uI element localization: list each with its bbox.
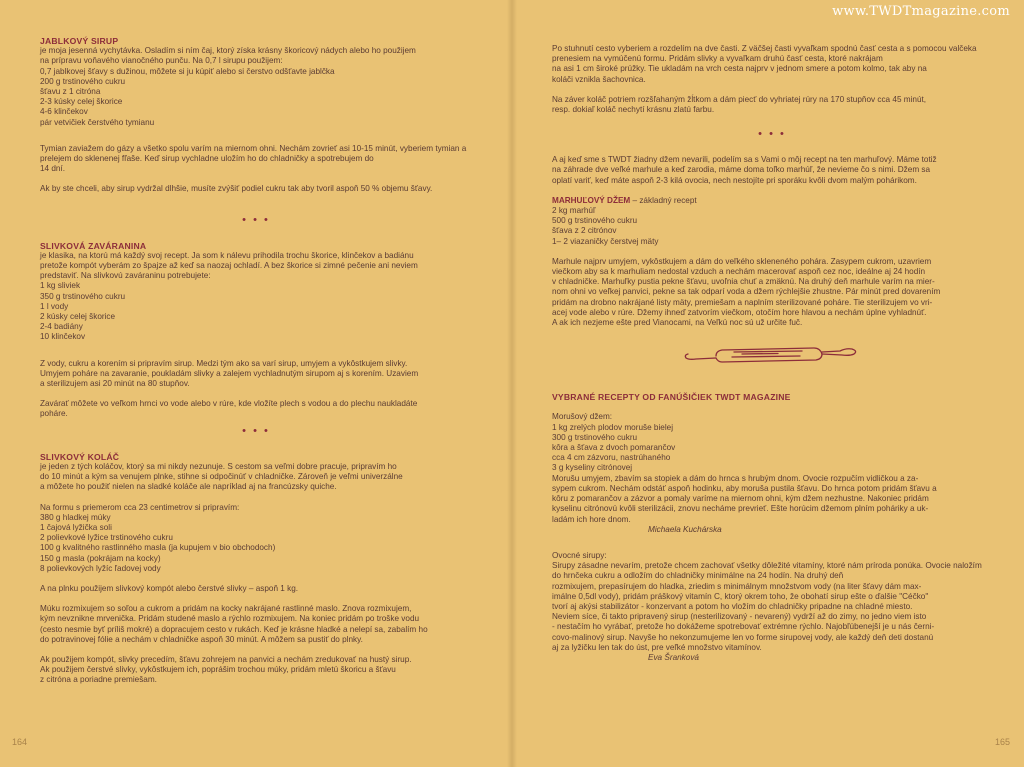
text-line: Múku rozmixujem so soľou a cukrom a pridám na kocky nakrájané rastlinné maslo. Znova rozmixujem,	[40, 604, 412, 614]
kolac-intro	[40, 462, 472, 493]
text-line: 200 g trstinového cukru	[40, 76, 126, 86]
text-line: Neviem síce, či takto pripravený sirup (nesterilizovaný - nevarený) vydrží až do zimy, no jedno viem isto	[552, 612, 927, 622]
dzem-ingredients	[552, 206, 992, 247]
text-line: rozmixujem, prepasírujem do hladka, zriedim s minimálnym množstvom vody (na liter šťavy dám max-	[552, 581, 922, 591]
text-line: je jeden z tých koláčov, ktorý sa mi nikdy nezunuje. S cestom sa veľmi dobre pracuje, pripravím ho	[40, 461, 397, 471]
text-line: - nestačím ho vyrábať, pretože ho dokážeme spotrebovať extrémne rýchlo. Najobľúbenejší je u nás černi-	[552, 622, 935, 632]
zavaranina-intro	[40, 251, 472, 282]
text-line: oplatí variť, keď máte aspoň 2-3 kilá ovocia, nech nestojíte pri sporáku kvôli dvom malým pohárikom.	[552, 175, 917, 185]
fan1-title: Morušový džem:	[552, 412, 613, 422]
heading-jablkovy-sirup: JABLKOVÝ SIRUP	[40, 36, 119, 46]
sirup-note: Ak by ste chceli, aby sirup vydržal dlhšie, musíte zvýšiť podiel cukru tak aby tvoril aspoň 50 % objemu šťavy.	[40, 184, 433, 194]
text-line: na asi 1 cm široké prúžky. Tie ukladám na vrch cesta najprv v jednom smere a potom kolmo, tak aby na	[552, 64, 927, 74]
separator-dots: • • •	[242, 424, 270, 437]
heading-slivkova-zavaranina: SLIVKOVÁ ZAVÁRANINA	[40, 240, 147, 251]
text-line: v chladničke. Marhuľky pustia pekne šťavu, uvoľnia chuť a zmäknú. Na druhý deň marhule varím na mier-	[552, 277, 935, 287]
text-line: je klasika, na ktorú má každý svoj recept. Ja som k nálevu prihodila trochu škorice, klinčekov a badiánu	[40, 250, 414, 260]
text-line: ladám ich hore dnom.	[552, 514, 631, 524]
fan1-author: Michaela Kuchárska	[648, 524, 722, 534]
text-line: Marhule najprv umyjem, vykôstkujem a dám do veľkého skleneného pohára. Zasypem cukrom, uzavriem	[552, 256, 932, 266]
dzem-method	[552, 257, 992, 328]
text-line: 1 čajová lyžička soli	[40, 522, 112, 532]
text-line: a môžete ho použiť nielen na sladké koláče ale napríklad aj na francúzsky quiche.	[40, 482, 337, 492]
page-number-right: 165	[994, 737, 1010, 747]
text-line: kôra a šťava z dvoch pomarančov	[552, 443, 676, 453]
text-line: 1 l vody	[40, 301, 69, 311]
text-line: je moja jesenná vychytávka. Osladím si ním čaj, ktorý získa krásny škoricový nádych alebo ho použijem	[40, 46, 416, 56]
text-line: viečkom aby sa k marhuliam nedostal vzduch a nechám macerovať aspoň cez noc, ideálne aj 24 hodín	[552, 267, 926, 277]
text-line: koláči vznikla šachovnica.	[552, 74, 646, 84]
text-line: 2 polievkové lyžice trstinového cukru	[40, 533, 173, 543]
text-line: 4-6 klinčekov	[40, 107, 88, 117]
text-line: na záhrade dve veľké marhule a keď zarodia, máme doma toľko marhúľ, že nevieme čo s nimi. Džem sa	[552, 165, 931, 175]
kolac-end	[552, 44, 992, 85]
text-line: Po stuhnutí cesto vyberiem a rozdelím na dve časti. Z väčšej časti vyvaľkam spodnú časť cesta a s pomocou valčeka prenesiem na vymúčenú formu. Pridám slivky a vyvaľkam druhú časť cesta, ktoré nakrájam	[552, 44, 977, 64]
rolling-pin-icon	[682, 334, 862, 378]
text-line: Sirupy zásadne nevarím, pretože chcem zachovať všetky dôležité vitamíny, ktoré nám príroda ponúka. Ovocie naložím do hrnčeka cukru a odložím do chladničky minimálne na 24 hodín. Na druhý deň	[552, 561, 982, 581]
text-line: 1 kg zrelých plodov moruše bielej	[552, 422, 674, 432]
text-line: šťavu z 1 citróna	[40, 87, 101, 97]
zavaranina-method	[40, 359, 472, 390]
text-line: pretože kompót vyberám zo špajze až keď sa naozaj ochladí. A bez škorice si zimné pečenie ani neviem	[40, 261, 418, 271]
kolac-form-intro: Na formu s priemerom cca 23 centimetrov si pripravím:	[40, 502, 240, 512]
text-line: 2 kúsky celej škorice	[40, 312, 116, 322]
text-line: A aj keď sme s TWDT žiadny džem nevarili, podelím sa s Vami o môj recept na ten marhuľový. Máme totiž	[552, 155, 937, 165]
text-line: resp. dokiaľ koláč nechytí krásnu zlatú farbu.	[552, 105, 715, 115]
kolac-method	[40, 604, 472, 645]
text-line: cca 4 cm zázvoru, nastrúhaného	[552, 453, 671, 463]
kolac-filling: A na plnku použijem slivkový kompót alebo čerstvé slivky – aspoň 1 kg.	[40, 583, 299, 593]
fan2-recipe	[552, 561, 992, 653]
text-line: 350 g trstinového cukru	[40, 291, 126, 301]
left-column	[40, 36, 472, 686]
kolac-method-2	[40, 655, 472, 686]
text-line: kyselinu citrónovú kvôli sterilizácii, znovu necháme prevrieť. Ešte horúcim džemom plním poháriky a uk-	[552, 504, 929, 514]
text-line: 0,7 jablkovej šťavy s dužinou, môžete si ju kúpiť alebo si čerstvo odšťavte jablčka	[40, 66, 335, 76]
text-line: nom ohni vo veľkej panvici, pekne sa tak odparí voda a džem rýchlejšie zhustne. Pár minút pred dovarením	[552, 287, 941, 297]
dzem-subtitle: – základný recept	[630, 195, 697, 205]
site-url: www.TWDTmagazine.com	[832, 4, 1010, 19]
text-line: 2 kg marhúľ	[552, 206, 596, 216]
text-line: 14 dní.	[40, 164, 66, 174]
text-line: 500 g trstinového cukru	[552, 216, 638, 226]
right-column	[552, 44, 992, 663]
fan2-author: Eva Šranková	[648, 652, 699, 662]
zavaranina-ingredients	[40, 281, 472, 342]
text-line: šťava z 2 citrónov	[552, 226, 617, 236]
text-line: do 10 minút a kým sa venujem plnke, stihne si odpočinúť v chladničke. Zároveň je veľmi univerzálne	[40, 472, 403, 482]
heading-slivkovy-kolac: SLIVKOVÝ KOLÁČ	[40, 451, 120, 462]
text-line: Ak použijem kompót, slivky precedím, šťavu zohrejem na panvici a nechám zredukovať na hustý sirup.	[40, 654, 412, 664]
text-line: pridám na drobno nakrájané listy mäty, premiešam a naplním sterilizované poháre. Tie sterilizujem vo vri-	[552, 297, 933, 307]
text-line: 380 g hladkej múky	[40, 512, 111, 522]
text-line: Z vody, cukru a korením si pripravím sirup. Medzi tým ako sa varí sirup, umyjem a vykôstkujem slivky.	[40, 358, 408, 368]
text-line: sypem cukrom. Nechám odstáť aspoň hodinku, aby moruša pustila šťavu. Do hrnca potom pridám šťavu a	[552, 483, 937, 493]
separator-dots: • • •	[758, 128, 786, 141]
text-line: 8 polievkových lyžíc ľadovej vody	[40, 563, 161, 573]
text-line: covo-malinový sirup. Navyše ho nekonzumujeme len vo forme sirupovej vody, ale každý deň deti dostanú	[552, 632, 934, 642]
text-line: 2-4 badiány	[40, 322, 83, 332]
text-line: tvorí aj akýsi stabilizátor - konzervant a potom ho vložím do chladničky pripadne na chladné miesto.	[552, 601, 913, 611]
text-line: A ak ich nezjeme ešte pred Vianocami, na Veľkú noc sú už určite fuč.	[552, 318, 803, 328]
text-line: acej vode alebo v rúre. Džemy ihneď zatvorím viečkom, otočím hore hlavou a nechám úplne vyhladnúť.	[552, 307, 927, 317]
right-page	[512, 0, 1024, 767]
text-line: (cesto nesmie byť príliš mokré) a dopracujem cesto v rukách. Keď je krásne hladké a nelepí sa, zabalím ho	[40, 624, 428, 634]
heading-fan-recipes: VYBRANÉ RECEPTY OD FANÚŠIČIEK TWDT MAGAZINE	[552, 392, 791, 403]
text-line: a sterilizujem asi 20 minút na 80 stupňov.	[40, 379, 190, 389]
text-line: 1– 2 viazaničky čerstvej mäty	[552, 236, 659, 246]
text-line: 2-3 kúsky celej škorice	[40, 97, 123, 107]
zavaranina-note	[40, 399, 472, 419]
text-line: na prípravu voňavého vianočného punču. Na 0,7 l sirupu použijem:	[40, 56, 283, 66]
text-line: predstaviť. Na slivkovú zaváraninu potrebujete:	[40, 271, 211, 281]
text-line: Umyjem poháre na zavaranie, poukladám slivky a zalejem vychladnutým sirupom aj s korením. Uzaviem	[40, 368, 419, 378]
text-line: 10 klinčekov	[40, 332, 86, 342]
text-line: Zavárať môžete vo veľkom hrnci vo vode alebo v rúre, kde vložíte plech s vodou a do plechu naukladáte	[40, 399, 418, 409]
text-line: 1 kg sliviek	[40, 281, 81, 291]
text-line: do potravinovej fólie a nechám v chladničke aspoň 30 minút. A môžem sa pustiť do plnky.	[40, 634, 363, 644]
text-line: poháre.	[40, 409, 68, 419]
text-line: imálne 0,5dl vody), pridám práškový vitamín C, ktorý okrem toho, že obohatí sirup ešte o ďalšie "Céčko"	[552, 591, 929, 601]
text-line: 150 g masla (pokrájam na kocky)	[40, 553, 161, 563]
heading-marhulovy-dzem: MARHUĽOVÝ DŽEM	[552, 195, 631, 205]
text-line: pár vetvičiek čerstvého tymianu	[40, 117, 155, 127]
text-line: z citróna a poriadne premiešam.	[40, 675, 157, 685]
text-line: kým nevznikne mrvenička. Pridám studené maslo a rýchlo rozmixujem. Na koniec pridám po troške vodu	[40, 614, 420, 624]
dzem-intro	[552, 155, 992, 186]
text-line: 3 g kyseliny citrónovej	[552, 463, 633, 473]
text-line: kôru z pomarančov a zázvor a pomaly varíme na miernom ohni, kým džem nezhustne. Nakoniec pridám	[552, 494, 929, 504]
kolac-bake	[552, 95, 992, 115]
text-line: 300 g trstinového cukru	[552, 432, 638, 442]
text-line: 100 g kvalitného rastlinného masla (ja kupujem v bio obchodoch)	[40, 543, 276, 553]
text-line: aj za lyžičku len tak do úst, pre veľké množstvo vitamínov.	[552, 642, 762, 652]
sirup-intro	[40, 46, 472, 66]
text-line: Morušu umyjem, zbavím sa stopiek a dám do hrnca s hrubým dnom. Ovocie rozpučím vidličkou a za-	[552, 473, 919, 483]
text-line: Ak použijem čerstvé slivky, vykôstkujem ich, poprášim trochou múky, pridám mletú škoricu a šťavu	[40, 665, 396, 675]
separator-dots: • • •	[242, 213, 270, 226]
fan2-title: Ovocné sirupy:	[552, 550, 607, 560]
sirup-method	[40, 144, 472, 175]
dzem-heading	[552, 196, 992, 206]
page-number-left: 164	[12, 737, 28, 747]
sirup-ingredients	[40, 67, 472, 128]
fan1-recipe	[552, 423, 992, 525]
text-line: Na záver koláč potriem rozšľahaným žĺtkom a dám piecť do vyhriatej rúry na 170 stupňov cca 45 minút,	[552, 94, 927, 104]
text-line: Tymian zaviažem do gázy a všetko spolu varím na miernom ohni. Nechám zovrieť asi 10-15 minút, vyberiem tymian a prelejem do sklenenej fľaše. Keď sirup vychladne uložím ho do chladničky a spotrebujem do	[40, 143, 467, 164]
kolac-ingredients	[40, 513, 472, 574]
